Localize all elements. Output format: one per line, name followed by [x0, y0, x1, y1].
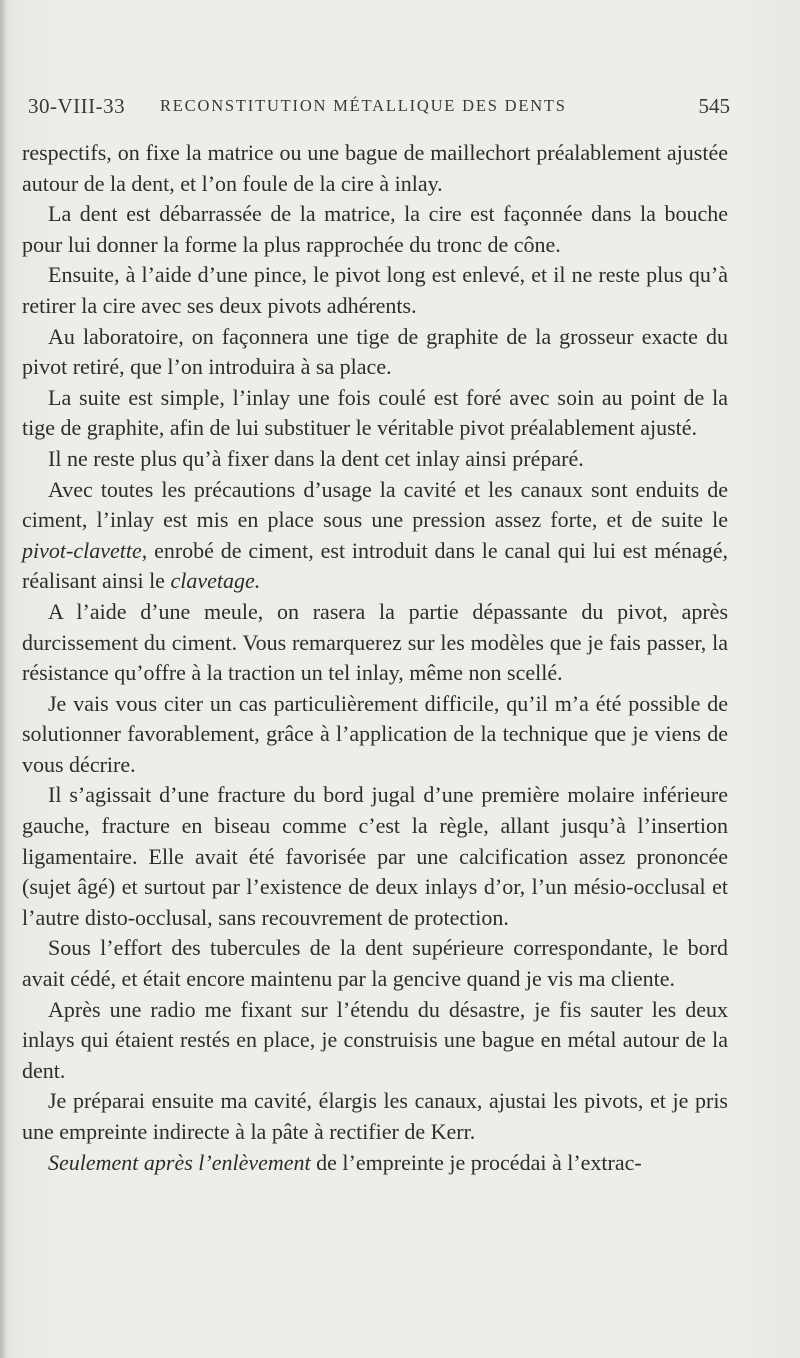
- text-run: , enrobé de ciment, est introduit dans le canal qui lui est ménagé, réalisant ainsi le: [22, 537, 728, 594]
- text-run: de l’empreinte je procédai à l’extrac-: [310, 1149, 642, 1175]
- paragraph: [22, 1148, 728, 1179]
- text-run: La suite est simple, l’inlay une fois coulé est foré avec soin au point de la tige de graphite, afin de lui substituer le véritable pivot préalablement ajusté.: [22, 384, 728, 441]
- italic-term: clavetage.: [170, 568, 261, 594]
- text-run: respectifs, on fixe la matrice ou une bague de maillechort préalablement ajustée autour de la dent, et l’on foule de la cire à inlay.: [22, 140, 728, 196]
- page-binding-edge: [0, 0, 6, 1358]
- running-header: [28, 94, 728, 124]
- header-date: 30-VIII-33: [28, 94, 126, 118]
- text-run: La dent est débarrassée de la matrice, la cire est façonnée dans la bouche pour lui donner la forme la plus rapprochée du tronc de cône.: [22, 201, 728, 257]
- paragraph: [22, 260, 728, 321]
- body-text: [22, 138, 728, 1178]
- paragraph: [22, 138, 728, 199]
- text-run: Après une radio me fixant sur l’étendu du désastre, je fis sauter les deux inlays qui étaient restés en place, je construisis une bague en métal autour de la dent.: [22, 996, 728, 1083]
- paragraph: [22, 1086, 728, 1147]
- paragraph: [22, 475, 728, 597]
- paragraph: [22, 597, 728, 689]
- paragraph: [22, 444, 728, 475]
- text-run: Sous l’effort des tubercules de la dent supérieure correspondante, le bord avait cédé, et était encore maintenu par la gencive quand je vis ma cliente.: [22, 935, 728, 992]
- header-title: RECONSTITUTION MÉTALLIQUE DES DENTS: [160, 96, 567, 115]
- paragraph: [22, 780, 728, 933]
- page-number: 545: [698, 94, 730, 118]
- text-run: Il s’agissait d’une fracture du bord jugal d’une première molaire inférieure gauche, fracture en biseau comme c’est la règle, allant jusqu’à l’insertion ligamentaire. Elle avait été favorisée par une calcification assez prononcée (sujet âgé) et surtout par l’existence de deux inlays d’or, l’un mésio-occlusal et l’autre disto-occlusal, sans recouvrement de protection.: [22, 782, 728, 930]
- paragraph: [22, 689, 728, 781]
- paragraph: [22, 199, 728, 260]
- text-run: Ensuite, à l’aide d’une pince, le pivot long est enlevé, et il ne reste plus qu’à retirer la cire avec ses deux pivots adhérents.: [22, 262, 728, 318]
- text-run: Il ne reste plus qu’à fixer dans la dent cet inlay ainsi préparé.: [48, 445, 584, 471]
- text-run: Au laboratoire, on façonnera une tige de graphite de la grosseur exacte du pivot retiré, que l’on introduira à sa place.: [22, 323, 728, 380]
- text-run: Je vais vous citer un cas particulièrement difficile, qu’il m’a été possible de solutionner favorablement, grâce à l’application de la technique que je viens de vous décrire.: [22, 690, 728, 777]
- italic-term: pivot-clavette: [22, 537, 142, 563]
- paragraph: [22, 383, 728, 444]
- text-run: Je préparai ensuite ma cavité, élargis les canaux, ajustai les pivots, et je pris une empreinte indirecte à la pâte à rectifier de Kerr.: [22, 1088, 728, 1144]
- paragraph: [22, 933, 728, 994]
- text-run: A l’aide d’une meule, on rasera la partie dépassante du pivot, après durcissement du ciment. Vous remarquerez sur les modèles que je fais passer, la résistance qu’offre à la traction un tel inlay, même non scellé.: [22, 598, 728, 686]
- text-run: Avec toutes les précautions d’usage la cavité et les canaux sont enduits de ciment, l’inlay est mis en place sous une pression assez forte, et de suite le: [22, 476, 728, 533]
- paragraph: [22, 322, 728, 383]
- paragraph: [22, 995, 728, 1087]
- italic-term: Seulement après l’enlèvement: [48, 1149, 311, 1175]
